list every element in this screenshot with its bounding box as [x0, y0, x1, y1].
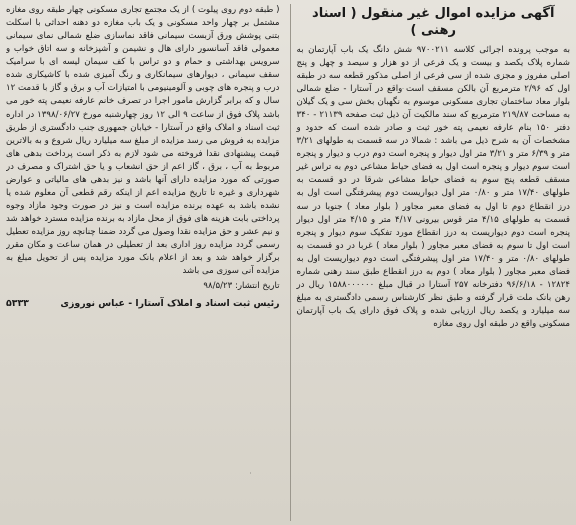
notice-body: به موجب پرونده اجرائی کلاسه ۹۷۰۰۲۱۱ شش دانگ یک باب آپارتمان به شماره پلاک یکصد و بیست و یک فرعی از دو هزار و سیصد و چهل و پنج اصلی مفروز و مجزی شده از سی فرعی از اصلی مذکور قطعه سه در طبقه اول که ۲/۹۶ مترمربع آن بالکن مسقف است واقع در آستارا - ضلع شمالی بلوار معاد ساختمان تجاری مسکونی موسوم به نگهبان بخش سی و یک گیلان به مساحت ۲۱۹/۸۷ مترمربع که سند مالکیت آن ذیل ثبت صفحه ۲۱۱۳۹ - ۳۴۰ دفتر ۱۵۰ بنام عارفه نعیمی پته خور ثبت و صادر شده است که حدود و مشخصات آن به شرح ذیل می باشد : شمالا در سه قسمت به طولهای ۳/۲۱ متر و ۶/۳۹ متر و ۳/۲۱ متر اول دیوار و پنجره است دوم درب و دیوار و پنجره است سوم دیوار و پنجره است اول به فضای حیاط مشاعی دوم به تراس غیر مسقف قطعه پنج سوم به فضای حیاط مشاعی شرقا در دو قسمت به طولهای ۱۷/۴۰ متر و ۰/۸۰ متر اول دیواریست دوم پیشرفتگی است اول به درز انقطاع دوم تا اول به فضای معبر مجاور ( بلوار معاد ) جنوبا در سه قسمت به طولهای ۴/۱۵ متر قوس بیرونی ۴/۱۷ متر و ۴/۱۵ متر اول دیوار پنجره است دوم دیواریست به درز انقطاع مورد تفکیک سوم دیوار و پنجره است اول تا سوم به فضای معبر مجاور ( بلوار معاد ) غربا در دو قسمت به طولهای ۰/۸۰ متر و ۱۷/۴۰ متر اول پیشرفتگی است دوم دیواریست اول به فضای معبر مجاور ( بلوار معاد ) دوم به درز انقطاع طبق سند رهنی شماره ۱۲۸۲۴ - ۹۶/۶/۱۸ دفترخانه ۲۵۷ آستارا در قبال مبلغ ۱۵۸۸۰۰۰۰۰۰ ریال در رهن بانک ملت قرار گرفته و طبق نظر کارشناس رسمی دادگستری به مبلغ سه میلیارد و یکصد ریال ارزیابی شده و پلاک فوق دارای یک باب آپارتمان مسکونی واقع در طبقه اول روی مغازه: [296, 44, 570, 330]
notice-title: آگهی مزایده اموال غیر منقول ( اسناد رهنی ): [312, 6, 555, 38]
publication-date: تاریخ انتشار: ۹۸/۵/۲۳: [203, 281, 280, 292]
notice-body-continued: ( طبقه دوم روی پیلوت ) از یک مجتمع تجاری مسکونی چهار طبقه روی مغازه مشتمل بر چهار واحد مسکونی و یک باب مغازه دو دهنه احداثی با اسکلت بتنی پوشش ورق آزبست سیمانی فاقد نماسازی ضلع شمالی نمای سیمانی معمولی فاقد آسانسور دارای هال و نشیمن و آشپزخانه و سه اتاق خواب و سرویس بهداشتی و حمام و دو تراس با کف سیمان لیسه ای با سرامیک سقف سیمانی ، دیوارهای سیمانکاری و رنگ آمیزی شده با کاشیکاری شده درب و پنجره های چوبی و آلومینیومی با امتیازات آب و برق و گاز با قدمت ۱۲ سال و که برابر گزارش مامور اجرا در تصرف خانم عارفه نعیمی پته خور می باشد پلاک فوق از ساعت ۹ الی ۱۲ روز چهارشنبه مورخ ۱۳۹۸/۰۶/۲۷ در اداره ثبت اسناد و املاک واقع در آستارا - خیابان جمهوری جنب دادگستری از طریق مزایده به فروش می رسد مزایده از مبلغ سه میلیارد ریال شروع و به بالاترین قیمت پیشنهادی نقدا فروخته می شود لازم به ذکر است پرداخت بدهی های مربوط به آب ، برق ، گاز اعم از حق انشعاب و یا حق اشتراک و مصرف در صورتی که مورد مزایده دارای آنها باشد و نیز بدهی های مالیاتی و عوارض شهرداری و غیره تا تاریخ مزایده اعم از اینکه رقم قطعی آن معلوم شده یا نشده باشد به عهده برنده مزایده است و نیز در صورت وجود مازاد وجوه پرداختی بابت هزینه های فوق از محل مازاد به برنده مزایده مسترد خواهد شد و نیم عشر و حق مزایده نقدا وصول می گردد ضمنا چنانچه روز مزایده تعطیل رسمی گردد مزایده روز اداری بعد از تعطیلی در همان ساعت و مکان مقرر برگزار خواهد شد و بعد از اعلام بانک مورد مزایده پس از تحویل مبلغ به مزایده آنی سوزی می باشد: [6, 5, 280, 277]
signatory: رئیس ثبت اسناد و املاک آستارا - عباس نوروزی: [60, 298, 280, 310]
notice-right-column: [290, 4, 571, 521]
notice-code: ۵۳۳۳: [6, 298, 29, 310]
print-speck: [118, 206, 120, 208]
notice-left-column: [6, 4, 282, 521]
print-speck: [402, 88, 404, 89]
signature-block: [6, 297, 280, 311]
print-speck: [250, 472, 251, 474]
